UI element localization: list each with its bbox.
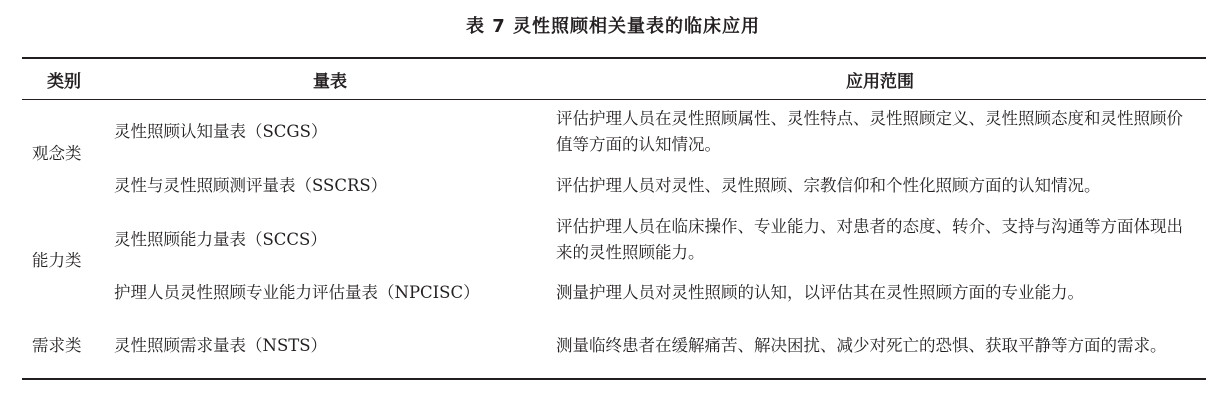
scope-cell: 评估护理人员对灵性、灵性照顾、宗教信仰和个性化照顾方面的认知情况。 <box>556 176 1101 195</box>
scale-cell: 灵性与灵性照顾测评量表（SSCRS） <box>114 176 388 195</box>
table-row <box>22 100 1206 165</box>
category-cell: 观念类 <box>32 144 82 163</box>
scale-cell: 灵性照顾需求量表（NSTS） <box>106 314 554 379</box>
category-cell: 需求类 <box>22 314 106 379</box>
table-header-row <box>22 58 1206 100</box>
table-container <box>22 57 1206 380</box>
scope-cell: 评估护理人员在临床操作、专业能力、对患者的态度、转介、支持与沟通等方面体现出来的灵性照顾能力。 <box>556 217 1183 262</box>
scale-cell: 灵性照顾认知量表（SCGS） <box>114 122 328 141</box>
table-row <box>22 164 1206 208</box>
header-category: 类别 <box>22 58 106 100</box>
scale-cell: 护理人员灵性照顾专业能力评估量表（NPCISC） <box>114 283 480 302</box>
table-row <box>22 272 1206 314</box>
category-cell: 能力类 <box>32 251 82 270</box>
scope-cell: 评估护理人员在灵性照顾属性、灵性特点、灵性照顾定义、灵性照顾态度和灵性照顾价值等方面的认知情况。 <box>556 109 1183 154</box>
table-caption: 表 7 灵性照顾相关量表的临床应用 <box>465 16 761 37</box>
scope-cell: 测量临终患者在缓解痛苦、解决困扰、减少对死亡的恐惧、获取平静等方面的需求。 <box>554 314 1206 379</box>
scales-table <box>22 57 1206 380</box>
table-row <box>22 208 1206 272</box>
header-scope: 应用范围 <box>554 58 1206 100</box>
scale-cell: 灵性照顾能力量表（SCCS） <box>114 230 327 249</box>
scope-cell: 测量护理人员对灵性照顾的认知，以评估其在灵性照顾方面的专业能力。 <box>556 283 1084 302</box>
header-scale: 量表 <box>106 58 554 100</box>
table-row <box>22 314 1206 379</box>
